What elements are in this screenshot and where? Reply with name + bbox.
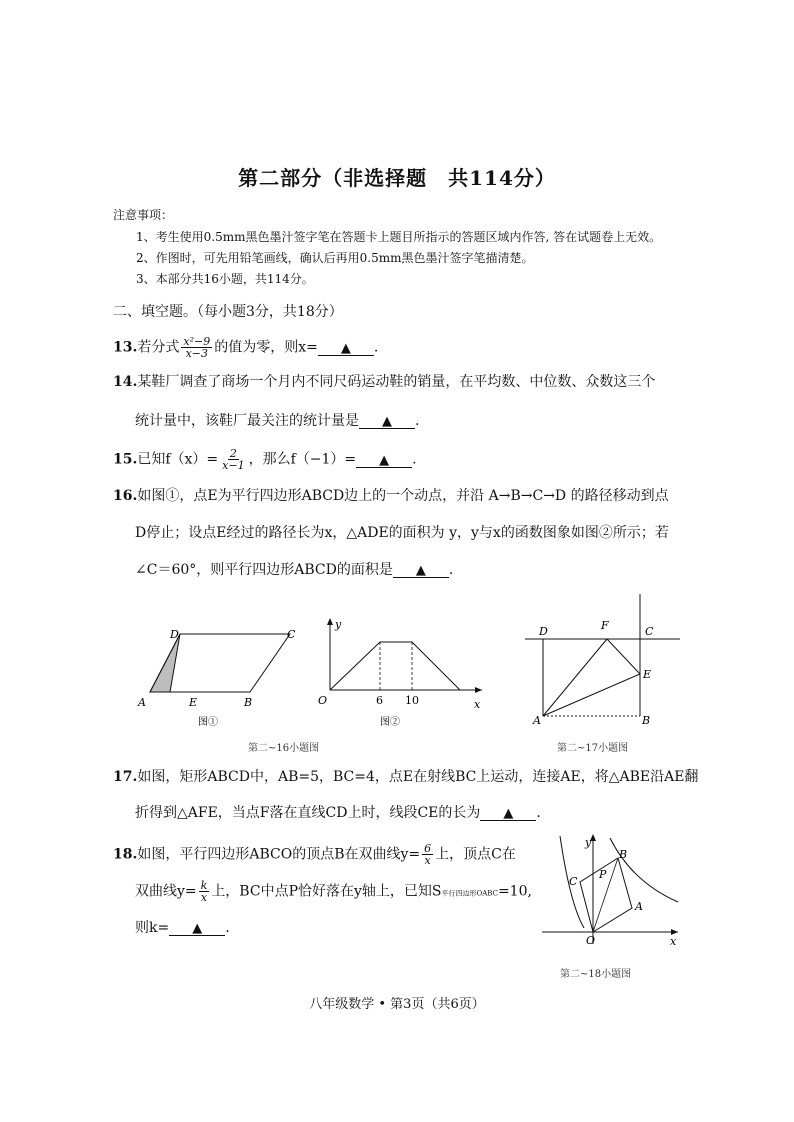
figure-2-graph <box>310 612 490 735</box>
figure-caption-q16: 第二~16小题图 <box>248 743 320 754</box>
question-16-line3 <box>135 563 453 578</box>
fraction-numerator: 2 <box>229 447 237 460</box>
fraction-denominator: x <box>424 854 431 867</box>
question-text: 若分式 <box>137 339 180 356</box>
question-text: 已知f（x）= <box>137 451 219 468</box>
question-number: 15. <box>113 451 138 468</box>
label-o: O <box>318 694 328 707</box>
question-end: . <box>412 451 417 468</box>
label-b: B <box>619 848 628 861</box>
question-end: . <box>373 339 379 356</box>
fraction-numerator: 6 <box>424 842 432 855</box>
question-16 <box>113 489 669 503</box>
figure-caption-q17: 第二~17小题图 <box>557 743 629 754</box>
question-end: . <box>415 413 420 429</box>
label-y: y <box>335 618 342 631</box>
question-17 <box>113 770 698 784</box>
figure-4-hyperbola <box>540 832 685 952</box>
figure-caption-q18: 第二~18小题图 <box>560 969 632 980</box>
question-end: . <box>536 805 541 821</box>
question-number: 14. <box>113 374 138 390</box>
label-y: y <box>585 836 592 849</box>
label-f: F <box>601 619 609 632</box>
note-item: 1、考生使用0.5mm黑色墨汁签字笔在答题卡上题目所指示的答题区域内作答, 答在试题卷上无效。 <box>136 230 662 244</box>
function-line <box>330 642 460 690</box>
question-text: 统计量中，该鞋厂最关注的统计量是 <box>135 413 359 429</box>
question-18-line3 <box>135 921 230 936</box>
fraction-numerator: x²−9 <box>183 335 211 348</box>
note-item: 2、作图时，可先用铅笔画线，确认后再用0.5mm黑色墨汁签字笔描清楚。 <box>136 251 534 265</box>
question-15 <box>113 448 417 471</box>
label-x: x <box>670 935 677 948</box>
figure-caption: 图① <box>198 717 218 728</box>
figure-1-parallelogram <box>130 620 310 735</box>
question-text: 如图①，点E为平行四边形ABCD边上的一个动点，并沿 A→B→C→D 的路径移动到点 <box>137 488 669 504</box>
tick-10: 10 <box>405 694 419 707</box>
question-14-line2 <box>135 414 419 429</box>
question-text: 上，顶点C在 <box>435 846 516 863</box>
note-item: 3、本部分共16小题，共114分。 <box>136 272 314 286</box>
question-17-line2 <box>135 806 541 821</box>
question-13 <box>113 336 378 359</box>
fraction <box>181 336 212 359</box>
label-d: D <box>170 628 179 641</box>
line-ae <box>543 674 640 716</box>
label-e: E <box>643 668 652 681</box>
fraction <box>199 880 210 903</box>
fraction-denominator: x <box>200 891 208 904</box>
line-fe <box>607 639 640 674</box>
answer-blank[interactable]: ▲ <box>318 342 374 356</box>
answer-blank[interactable]: ▲ <box>356 454 412 468</box>
answer-blank[interactable]: ▲ <box>393 564 449 578</box>
label-c: C <box>569 875 578 888</box>
question-18-line2 <box>135 880 532 903</box>
answer-blank[interactable]: ▲ <box>359 415 415 429</box>
section-heading: 二、填空题。（每小题3分，共18分） <box>113 304 343 320</box>
page-title: 第二部分（非选择题 共114分） <box>238 166 556 190</box>
x-axis-arrow <box>475 687 482 693</box>
label-c: C <box>645 625 654 638</box>
notes-heading: 注意事项： <box>113 208 174 222</box>
question-text: 双曲线y= <box>135 883 197 900</box>
question-text: 则k= <box>135 920 170 936</box>
label-a: A <box>635 900 643 913</box>
label-b: B <box>244 696 253 709</box>
question-number: 18. <box>113 846 138 863</box>
subscript: 平行四边形OABC <box>441 889 498 898</box>
fraction <box>422 843 433 866</box>
page-footer: 八年级数学 • 第3页（共6页） <box>309 997 485 1012</box>
answer-blank[interactable]: ▲ <box>480 807 536 821</box>
label-d: D <box>539 625 548 638</box>
question-text: ，那么f（−1）= <box>248 451 357 468</box>
question-text: 如图，平行四边形ABCO的顶点B在双曲线y= <box>137 846 421 863</box>
question-16-line2: D停止；设点E经过的路径长为x，△ADE的面积为 y，y与x的函数图象如图②所示；若 <box>135 525 669 541</box>
question-text: =10, <box>497 883 532 900</box>
label-b: B <box>642 714 651 727</box>
question-number: 13. <box>113 339 138 356</box>
label-p: P <box>599 868 607 881</box>
answer-blank[interactable]: ▲ <box>169 922 225 936</box>
label-a: A <box>533 714 541 727</box>
label-o: O <box>586 934 596 947</box>
y-axis-arrow <box>327 618 333 625</box>
figure-caption: 图② <box>380 717 400 728</box>
question-number: 16. <box>113 488 138 504</box>
tick-6: 6 <box>376 694 383 707</box>
label-a: A <box>138 696 146 709</box>
fraction <box>220 448 246 471</box>
question-14 <box>113 375 655 389</box>
line-af <box>543 639 607 716</box>
question-text: 某鞋厂调查了商场一个月内不同尺码运动鞋的销量，在平均数、中位数、众数这三个 <box>137 374 656 390</box>
label-e: E <box>189 696 198 709</box>
question-end: . <box>448 562 454 578</box>
label-x: x <box>474 698 481 711</box>
fraction-denominator: x−3 <box>185 347 208 360</box>
fraction-numerator: k <box>200 879 208 892</box>
question-text: 的值为零，则x= <box>214 339 318 356</box>
question-text: 如图，矩形ABCD中，AB=5，BC=4，点E在射线BC上运动，连接AE，将△ABE沿AE翻 <box>137 769 699 785</box>
question-text: 折得到△AFE，当点F落在直线CD上时，线段CE的长为 <box>135 805 481 821</box>
fraction-denominator: x−1 <box>222 459 245 472</box>
question-text: 上，BC中点P恰好落在y轴上，已知S <box>211 883 442 900</box>
question-number: 17. <box>113 769 138 785</box>
question-text: ∠C＝60°，则平行四边形ABCD的面积是 <box>135 562 393 578</box>
label-c: C <box>287 628 296 641</box>
figure-3-rectangle <box>525 592 695 732</box>
question-end: . <box>225 920 230 936</box>
question-18 <box>113 843 516 866</box>
